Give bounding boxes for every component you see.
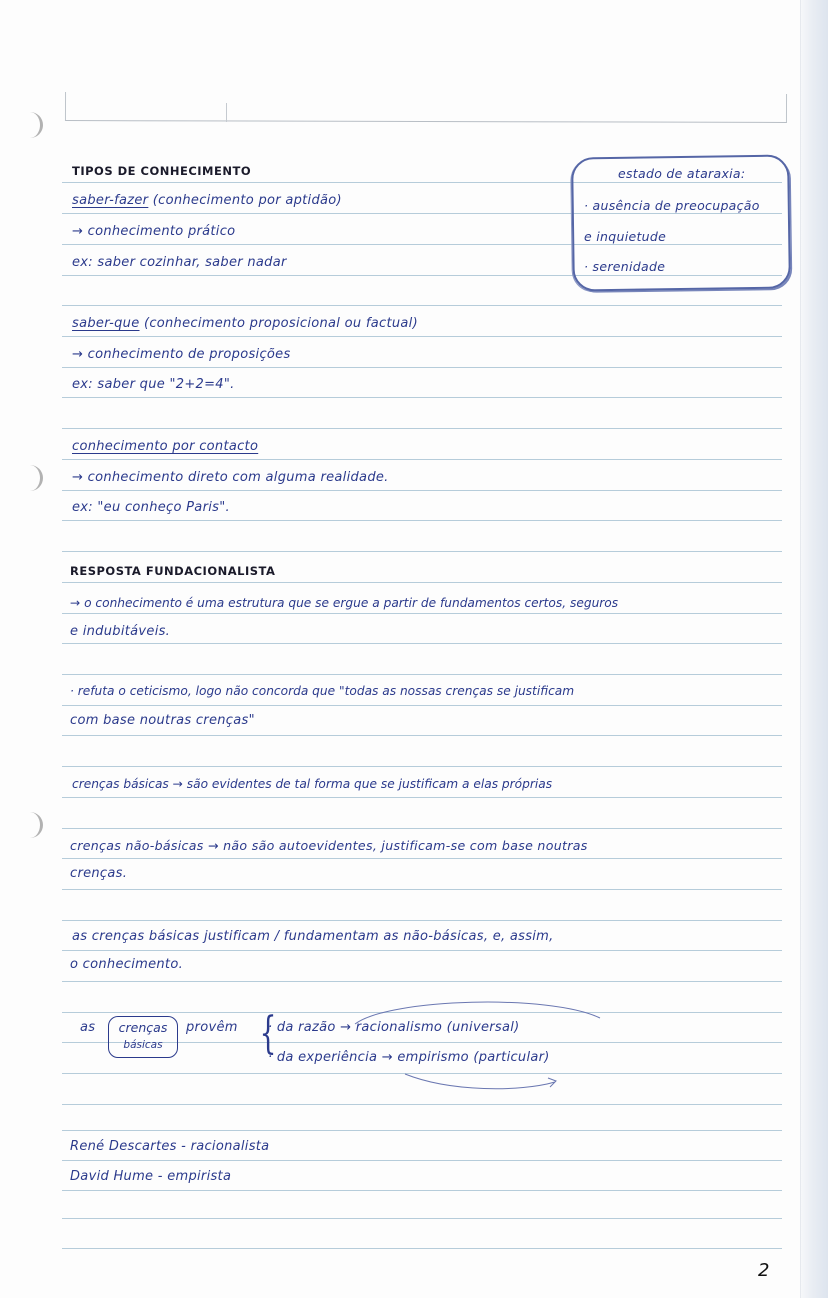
term-por-contacto: conhecimento por contacto: [72, 439, 259, 454]
ruled-line: [62, 582, 782, 583]
section-heading-tipos: TIPOS DE CONHECIMENTO: [72, 164, 252, 178]
ruled-line: [62, 643, 782, 644]
paragraph-line: com base noutras crenças": [70, 713, 255, 728]
binder-hole-bottom: [26, 812, 43, 838]
boxed-top-text: crenças: [118, 1020, 168, 1035]
definition-saber-que: (conhecimento proposicional ou factual): [139, 316, 418, 331]
ruled-line: [62, 828, 782, 829]
definition-saber-fazer: (conhecimento por aptidão): [148, 193, 342, 208]
header-divider: [226, 103, 227, 122]
connector-arrow-top: [350, 1000, 610, 1030]
ruled-line: [62, 1190, 782, 1191]
philosopher-line: David Hume - empirista: [70, 1169, 232, 1184]
ruled-line: [62, 1160, 782, 1161]
ruled-line: [62, 490, 782, 491]
section-heading-fundacionalista: RESPOSTA FUNDACIONALISTA: [70, 564, 276, 578]
por-contacto-line: [72, 439, 258, 454]
ruled-line: [62, 889, 782, 890]
ruled-line: [62, 950, 782, 951]
note-line: ex: saber que "2+2=4".: [72, 377, 235, 392]
ruled-line: [62, 735, 782, 736]
paragraph-line: → o conhecimento é uma estrutura que se ergue a partir de fundamentos certos, seguros: [70, 596, 619, 610]
origem-branch: · da experiência → empirismo (particular): [268, 1050, 550, 1065]
connector-arrow-bottom: [400, 1070, 570, 1100]
callout-item: · ausência de preocupação: [584, 198, 760, 213]
header-box: [65, 92, 787, 123]
philosopher-line: René Descartes - racionalista: [70, 1139, 270, 1154]
paragraph-line: e indubitáveis.: [70, 624, 171, 639]
ruled-line: [62, 459, 782, 460]
page-number: 2: [758, 1260, 770, 1281]
note-line: → conhecimento prático: [72, 224, 236, 239]
ruled-line: [62, 367, 782, 368]
note-line: → conhecimento de proposições: [72, 347, 291, 362]
ruled-line: [62, 520, 782, 521]
ruled-line: [62, 336, 782, 337]
paragraph-line: o conhecimento.: [70, 957, 184, 972]
ruled-line: [62, 981, 782, 982]
ruled-line: [62, 1218, 782, 1219]
note-line: → conhecimento direto com alguma realidade.: [72, 470, 389, 485]
origem-verb: provêm: [186, 1020, 238, 1035]
ruled-line: [62, 858, 782, 859]
ruled-line: [62, 305, 782, 306]
ruled-line: [62, 797, 782, 798]
term-saber-fazer: saber-fazer: [72, 193, 149, 208]
ruled-line: [62, 1104, 782, 1105]
ruled-line: [62, 428, 782, 429]
ruled-line: [62, 705, 782, 706]
ruled-line: [62, 766, 782, 767]
paragraph-line: crenças não-básicas → não são autoevidentes, justificam-se com base noutras: [70, 838, 588, 853]
page-edge-shadow: [800, 0, 828, 1298]
binder-hole-top: [26, 112, 43, 138]
ruled-line: [62, 674, 782, 675]
binder-hole-middle: [26, 465, 43, 491]
term-saber-que: saber-que: [72, 316, 140, 331]
ruled-line: [62, 613, 782, 614]
curly-brace: {: [259, 1008, 277, 1059]
saber-que-line: [72, 316, 418, 331]
origem-branch: · da razão → racionalismo (universal): [268, 1020, 520, 1035]
callout-item: e inquietude: [584, 229, 667, 244]
callout-item: · serenidade: [584, 259, 666, 274]
ruled-line: [62, 1248, 782, 1249]
ruled-line: [62, 397, 782, 398]
ruled-line: [62, 1130, 782, 1131]
note-line: ex: "eu conheço Paris".: [72, 500, 230, 515]
boxed-bottom-text: básicas: [123, 1039, 163, 1051]
origem-prefix: as: [80, 1020, 96, 1035]
note-line: ex: saber cozinhar, saber nadar: [72, 255, 287, 270]
paragraph-line: as crenças básicas justificam / fundamentam as não-básicas, e, assim,: [72, 929, 554, 944]
crencas-basicas-box: [108, 1016, 178, 1058]
paragraph-line: crenças básicas → são evidentes de tal forma que se justificam a elas próprias: [72, 777, 553, 791]
paragraph-line: crenças.: [70, 866, 128, 881]
saber-fazer-line: [72, 193, 342, 208]
paragraph-line: · refuta o ceticismo, logo não concorda que "todas as nossas crenças se justificam: [70, 684, 575, 698]
ruled-line: [62, 551, 782, 552]
ruled-line: [62, 920, 782, 921]
callout-title: estado de ataraxia:: [618, 166, 746, 181]
